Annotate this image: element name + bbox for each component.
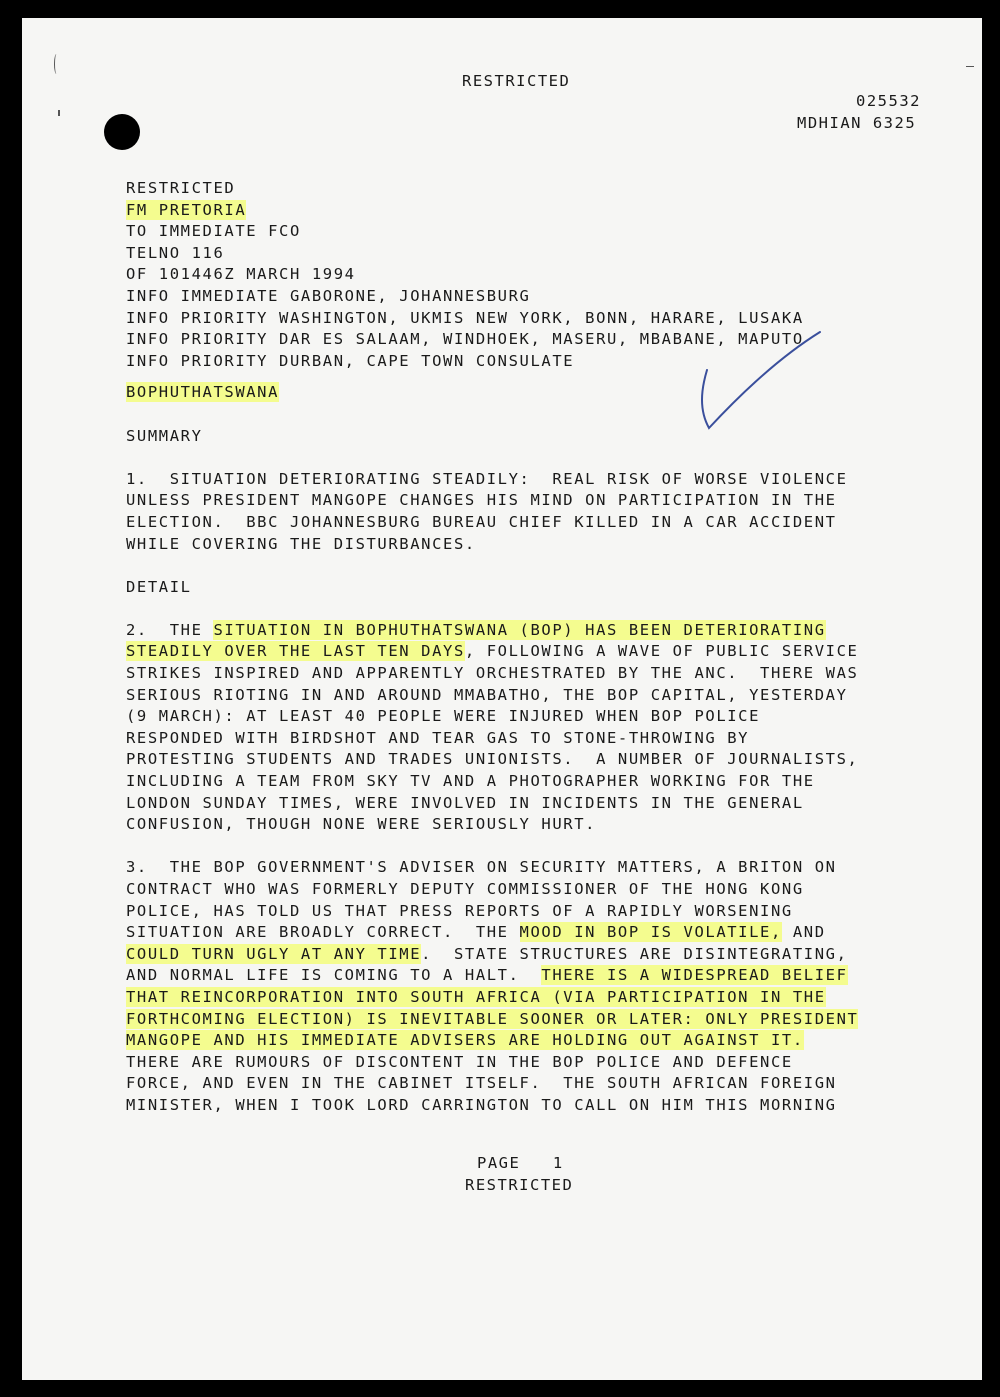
highlighted-text: SITUATION IN BOPHUTHATSWANA (BOP) HAS BEEN DETERIORATING <box>213 620 826 639</box>
header-classification: RESTRICTED <box>462 72 571 90</box>
text-line <box>126 922 926 944</box>
text-line <box>126 987 926 1009</box>
highlighted-text: THAT REINCORPORATION INTO SOUTH AFRICA (VIA PARTICIPATION IN THE <box>126 987 826 1006</box>
routing-line: INFO PRIORITY DAR ES SALAAM, WINDHOEK, MASERU, MBABANE, MAPUTO <box>126 330 804 349</box>
paragraph-1 <box>126 469 926 555</box>
text-segment: FORCE, AND EVEN IN THE CABINET ITSELF. THE SOUTH AFRICAN FOREIGN <box>126 1074 837 1093</box>
text-segment: SERIOUS RIOTING IN AND AROUND MMABATHO, THE BOP CAPITAL, YESTERDAY <box>126 685 848 704</box>
text-line <box>126 685 926 707</box>
text-segment: RESPONDED WITH BIRDSHOT AND TEAR GAS TO STONE-THROWING BY <box>126 728 750 747</box>
text-line <box>126 641 926 663</box>
reference-code: MDHIAN 6325 <box>797 114 917 132</box>
text-segment: CONFUSION, THOUGH NONE WERE SERIOUSLY HURT. <box>126 815 597 834</box>
routing-line: OF 101446Z MARCH 1994 <box>126 265 356 284</box>
text-segment: (9 MARCH): AT LEAST 40 PEOPLE WERE INJURED WHEN BOP POLICE <box>126 707 761 726</box>
margin-mark <box>966 66 974 67</box>
text-line <box>126 663 926 685</box>
text-line <box>126 793 926 815</box>
text-segment: PROTESTING STUDENTS AND TRADES UNIONISTS. A NUMBER OF JOURNALISTS, <box>126 750 859 769</box>
routing-line: TO IMMEDIATE FCO <box>126 222 301 241</box>
text-segment: POLICE, HAS TOLD US THAT PRESS REPORTS OF A RAPIDLY WORSENING <box>126 901 793 920</box>
routing-line: INFO PRIORITY DURBAN, CAPE TOWN CONSULATE <box>126 351 575 370</box>
text-line <box>126 1073 926 1095</box>
highlighted-text: THERE IS A WIDESPREAD BELIEF <box>541 966 848 985</box>
text-segment: CONTRACT WHO WAS FORMERLY DEPUTY COMMISSIONER OF THE HONG KONG <box>126 880 804 898</box>
text-line <box>126 901 926 923</box>
paragraph-3 <box>126 857 926 1116</box>
routing-line: TELNO 116 <box>126 243 225 262</box>
routing-line: INFO IMMEDIATE GABORONE, JOHANNESBURG <box>126 286 531 305</box>
text-line <box>126 1095 926 1117</box>
text-segment: STRIKES INSPIRED AND APPARENTLY ORCHESTRATED BY THE ANC. THERE WAS <box>126 664 859 683</box>
margin-mark <box>54 54 59 74</box>
text-line: WHILE COVERING THE DISTURBANCES. <box>126 534 476 553</box>
text-line <box>126 771 926 793</box>
highlighted-text: MANGOPE AND HIS IMMEDIATE ADVISERS ARE HOLDING OUT AGAINST IT. <box>126 1031 804 1050</box>
text-line: ELECTION. BBC JOHANNESBURG BUREAU CHIEF KILLED IN A CAR ACCIDENT <box>126 512 837 531</box>
text-line <box>126 620 926 642</box>
footer-classification: RESTRICTED <box>465 1176 574 1194</box>
detail-heading: DETAIL <box>126 577 192 596</box>
page-number: PAGE 1 <box>477 1154 564 1172</box>
routing-line: INFO PRIORITY WASHINGTON, UKMIS NEW YORK, BONN, HARARE, LUSAKA <box>126 308 804 327</box>
text-segment: 3. THE BOP GOVERNMENT'S ADVISER ON SECURITY MATTERS, A BRITON ON <box>126 858 837 877</box>
text-segment: MINISTER, WHEN I TOOK LORD CARRINGTON TO CALL ON HIM THIS MORNING <box>126 1095 837 1114</box>
routing-line <box>126 200 926 222</box>
text-line <box>126 814 926 836</box>
text-segment: INCLUDING A TEAM FROM SKY TV AND A PHOTOGRAPHER WORKING FOR THE <box>126 772 815 791</box>
text-segment: . STATE STRUCTURES ARE DISINTEGRATING, <box>421 944 848 963</box>
margin-mark <box>58 110 60 116</box>
text-line <box>126 728 926 750</box>
text-segment: AND NORMAL LIFE IS COMING TO A HALT. <box>126 966 542 985</box>
highlighted-text: BOPHUTHATSWANA <box>126 383 280 402</box>
routing-line: RESTRICTED <box>126 179 236 197</box>
text-line <box>126 1052 926 1074</box>
highlighted-text: STEADILY OVER THE LAST TEN DAYS <box>126 642 465 661</box>
text-segment: SITUATION ARE BROADLY CORRECT. THE <box>126 923 520 942</box>
text-line <box>126 706 926 728</box>
reference-number: 025532 <box>856 92 921 110</box>
handwritten-tick-annotation <box>695 330 825 440</box>
telegram-body <box>126 178 926 1117</box>
highlighted-text: FORTHCOMING ELECTION) IS INEVITABLE SOONER OR LATER: ONLY PRESIDENT <box>126 1009 859 1028</box>
text-line: 1. SITUATION DETERIORATING STEADILY: REAL RISK OF WORSE VIOLENCE <box>126 469 848 488</box>
highlighted-text: MOOD IN BOP IS VOLATILE, <box>519 923 782 942</box>
highlighted-text: COULD TURN UGLY AT ANY TIME <box>126 944 422 963</box>
text-segment: 2. THE <box>126 620 214 639</box>
text-line <box>126 879 926 901</box>
text-segment: THERE ARE RUMOURS OF DISCONTENT IN THE BOP POLICE AND DEFENCE <box>126 1052 793 1071</box>
highlighted-text: FM PRETORIA <box>126 200 247 219</box>
text-line: UNLESS PRESIDENT MANGOPE CHANGES HIS MIND ON PARTICIPATION IN THE <box>126 491 837 510</box>
text-segment: , FOLLOWING A WAVE OF PUBLIC SERVICE <box>464 642 859 661</box>
text-segment: AND <box>781 923 826 942</box>
text-line <box>126 1030 926 1052</box>
punch-hole <box>104 114 140 150</box>
paragraph-2 <box>126 620 926 836</box>
text-line <box>126 749 926 771</box>
summary-heading: SUMMARY <box>126 426 203 445</box>
text-line <box>126 1009 926 1031</box>
text-line <box>126 944 926 966</box>
text-line <box>126 857 926 879</box>
text-line <box>126 965 926 987</box>
text-segment: LONDON SUNDAY TIMES, WERE INVOLVED IN INCIDENTS IN THE GENERAL <box>126 793 804 812</box>
